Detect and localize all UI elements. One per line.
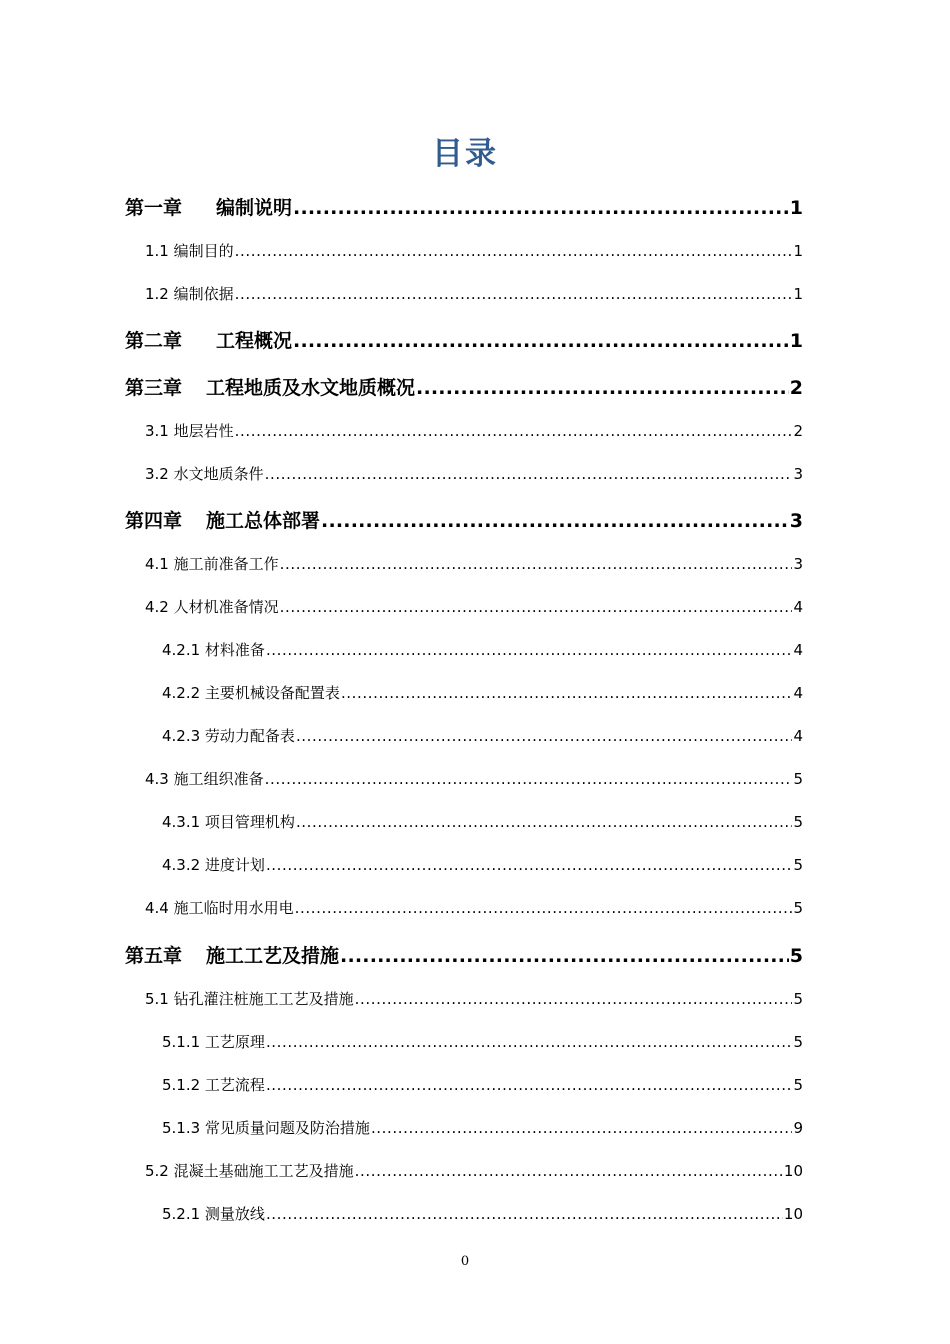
entry-text: 4.3 施工组织准备 bbox=[145, 770, 264, 788]
dot-leader bbox=[235, 285, 793, 303]
dot-leader bbox=[293, 197, 789, 219]
page-number: 5 bbox=[793, 1033, 803, 1051]
dot-leader bbox=[266, 1033, 793, 1051]
dot-leader bbox=[265, 465, 793, 483]
page-number: 5 bbox=[793, 1076, 803, 1094]
entry-text: 4.3.2 进度计划 bbox=[162, 856, 265, 874]
dot-leader bbox=[296, 813, 793, 831]
toc-entry-3-1[interactable] bbox=[145, 420, 803, 441]
entry-text: 4.2.3 劳动力配备表 bbox=[162, 727, 295, 745]
dot-leader bbox=[265, 770, 793, 788]
page-number: 4 bbox=[793, 684, 803, 702]
page-number: 5 bbox=[793, 856, 803, 874]
toc-entry-chapter-5[interactable] bbox=[125, 941, 803, 968]
dot-leader bbox=[355, 1162, 783, 1180]
toc-entry-1-1[interactable] bbox=[145, 240, 803, 261]
entry-text: 5.2.1 测量放线 bbox=[162, 1205, 265, 1223]
chapter-number: 第三章 bbox=[125, 377, 183, 399]
dot-leader bbox=[293, 330, 789, 352]
toc-entry-chapter-4[interactable] bbox=[125, 506, 803, 533]
page-number: 10 bbox=[783, 1162, 803, 1180]
chapter-number: 第一章 bbox=[125, 197, 183, 219]
toc-entry-4-1[interactable] bbox=[145, 553, 803, 574]
dot-leader bbox=[280, 598, 793, 616]
entry-text: 5.2 混凝土基础施工工艺及措施 bbox=[145, 1162, 354, 1180]
page-number: 1 bbox=[789, 197, 803, 219]
entry-text: 4.2.1 材料准备 bbox=[162, 641, 265, 659]
entry-text: 4.3.1 项目管理机构 bbox=[162, 813, 295, 831]
entry-text: 1.2 编制依据 bbox=[145, 285, 234, 303]
entry-text: 施工总体部署 bbox=[206, 510, 321, 532]
toc-entry-5-1-2[interactable] bbox=[162, 1074, 803, 1095]
page-number: 5 bbox=[789, 945, 803, 967]
toc-entry-chapter-2[interactable] bbox=[125, 326, 803, 353]
page-number: 10 bbox=[783, 1205, 803, 1223]
toc-entry-chapter-3[interactable] bbox=[125, 373, 803, 400]
toc-entry-4-3[interactable] bbox=[145, 768, 803, 789]
toc-entry-5-1[interactable] bbox=[145, 988, 803, 1009]
toc-entry-5-1-1[interactable] bbox=[162, 1031, 803, 1052]
page-number: 5 bbox=[793, 899, 803, 917]
dot-leader bbox=[280, 555, 793, 573]
page-number: 4 bbox=[793, 641, 803, 659]
page-number: 2 bbox=[793, 422, 803, 440]
toc-entry-chapter-1[interactable] bbox=[125, 193, 803, 220]
page-number: 9 bbox=[793, 1119, 803, 1137]
toc-entry-4-3-1[interactable] bbox=[162, 811, 803, 832]
page-number: 3 bbox=[793, 465, 803, 483]
page-number: 2 bbox=[789, 377, 803, 399]
toc-entry-5-2[interactable] bbox=[145, 1160, 803, 1181]
toc-entry-4-2-3[interactable] bbox=[162, 725, 803, 746]
entry-text: 5.1.1 工艺原理 bbox=[162, 1033, 265, 1051]
entry-text: 4.2.2 主要机械设备配置表 bbox=[162, 684, 340, 702]
dot-leader bbox=[266, 1076, 793, 1094]
dot-leader bbox=[341, 684, 793, 702]
entry-text: 4.4 施工临时用水用电 bbox=[145, 899, 294, 917]
toc-entry-4-2[interactable] bbox=[145, 596, 803, 617]
toc-entry-5-1-3[interactable] bbox=[162, 1117, 803, 1138]
toc-entry-5-2-1[interactable] bbox=[162, 1203, 803, 1224]
dot-leader bbox=[295, 899, 793, 917]
entry-text: 5.1 钻孔灌注桩施工工艺及措施 bbox=[145, 990, 354, 1008]
dot-leader bbox=[266, 856, 793, 874]
dot-leader bbox=[416, 377, 789, 399]
entry-text: 5.1.2 工艺流程 bbox=[162, 1076, 265, 1094]
dot-leader bbox=[235, 422, 793, 440]
dot-leader bbox=[340, 945, 789, 967]
toc-entry-4-3-2[interactable] bbox=[162, 854, 803, 875]
dot-leader bbox=[266, 641, 793, 659]
entry-text: 工程地质及水文地质概况 bbox=[206, 377, 416, 399]
page-number: 3 bbox=[793, 555, 803, 573]
page-number: 1 bbox=[789, 330, 803, 352]
page-number: 1 bbox=[793, 285, 803, 303]
toc-title: 目录 bbox=[432, 136, 498, 172]
toc-entry-4-4[interactable] bbox=[145, 897, 803, 918]
chapter-number: 第二章 bbox=[125, 330, 183, 352]
entry-text: 施工工艺及措施 bbox=[206, 945, 340, 967]
toc-entry-3-2[interactable] bbox=[145, 463, 803, 484]
entry-text: 4.2 人材机准备情况 bbox=[145, 598, 279, 616]
page-number: 5 bbox=[793, 990, 803, 1008]
footer-page-number: 0 bbox=[460, 1254, 470, 1269]
dot-leader bbox=[296, 727, 793, 745]
page-number: 4 bbox=[793, 598, 803, 616]
chapter-number: 第五章 bbox=[125, 945, 183, 967]
entry-text: 3.2 水文地质条件 bbox=[145, 465, 264, 483]
entry-text: 3.1 地层岩性 bbox=[145, 422, 234, 440]
dot-leader bbox=[235, 242, 793, 260]
page-number: 3 bbox=[789, 510, 803, 532]
dot-leader bbox=[355, 990, 793, 1008]
page-number: 1 bbox=[793, 242, 803, 260]
toc-entry-1-2[interactable] bbox=[145, 283, 803, 304]
toc-entry-4-2-2[interactable] bbox=[162, 682, 803, 703]
page-number: 5 bbox=[793, 813, 803, 831]
dot-leader bbox=[266, 1205, 783, 1223]
entry-text: 工程概况 bbox=[216, 330, 293, 352]
chapter-number: 第四章 bbox=[125, 510, 183, 532]
toc-entry-4-2-1[interactable] bbox=[162, 639, 803, 660]
dot-leader bbox=[371, 1119, 793, 1137]
entry-text: 编制说明 bbox=[216, 197, 293, 219]
entry-text: 1.1 编制目的 bbox=[145, 242, 234, 260]
page-number: 5 bbox=[793, 770, 803, 788]
dot-leader bbox=[321, 510, 789, 532]
page-number: 4 bbox=[793, 727, 803, 745]
entry-text: 4.1 施工前准备工作 bbox=[145, 555, 279, 573]
entry-text: 5.1.3 常见质量问题及防治措施 bbox=[162, 1119, 370, 1137]
